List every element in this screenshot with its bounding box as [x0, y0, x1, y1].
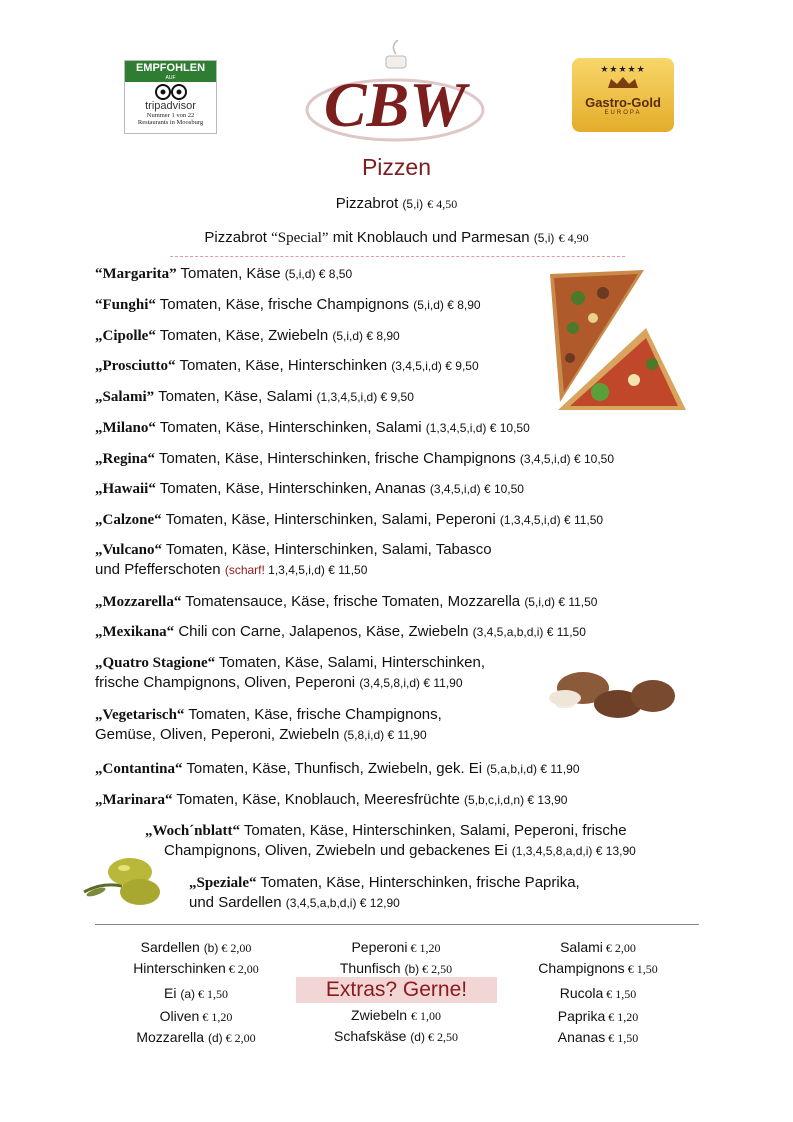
item-codes: (1,3,4,5,8,a,d,i): [511, 844, 593, 858]
item-codes: (5,i,d): [284, 267, 316, 281]
item-name: „Quatro Stagione“: [95, 655, 216, 671]
item-desc: Tomaten, Käse, Thunfisch, Zwiebeln, gek. Ei: [182, 760, 487, 777]
item-price: € 13,90: [524, 793, 568, 807]
item-desc: Tomaten, Käse, Hinterschinken, Salami, Peperoni, frische: [240, 822, 627, 839]
item-codes: (3,4,5,8,i,d): [359, 676, 421, 690]
item-desc: Tomaten, Käse, Hinterschinken, frische Paprika,: [256, 874, 580, 891]
owl-eyes-icon: [151, 84, 191, 100]
badge-top: EMPFOHLEN: [125, 61, 216, 75]
item-desc: Tomaten, Käse, Knoblauch, Meeresfrüchte: [172, 791, 465, 808]
olives-image: [82, 852, 168, 908]
item-price: € 11,50: [555, 595, 598, 609]
menu-item: [95, 479, 524, 499]
bread-desc: mit Knoblauch und Parmesan: [328, 229, 530, 246]
extras-column-2b: [296, 1005, 496, 1047]
item-price: € 9,50: [441, 359, 479, 373]
menu-item-speziale: [189, 873, 580, 913]
item-desc: Tomaten, Käse: [176, 265, 285, 282]
item-codes: (1,3,4,5,i,d): [425, 421, 487, 435]
bread-price: € 4,90: [558, 231, 589, 245]
bread-price: € 4,50: [427, 197, 458, 211]
gastro-name: Gastro-Gold: [585, 95, 661, 110]
page-title: Pizzen: [361, 154, 432, 180]
bread-special: “Special”: [271, 230, 329, 246]
item-price: € 11,50: [543, 625, 586, 639]
menu-item: [95, 387, 414, 407]
extras-column-3: [498, 937, 698, 1048]
crown-icon: [606, 76, 640, 90]
item-price: € 10,50: [570, 452, 614, 466]
item-name: „Mexikana“: [95, 624, 175, 640]
bread-codes: (5,i): [402, 197, 424, 211]
extra-item: Oliven € 1,20: [159, 1008, 233, 1024]
pizza-slice-image: [548, 268, 690, 414]
item-price: € 12,90: [356, 896, 400, 910]
item-price: € 11,50: [560, 513, 604, 527]
item-codes: (1,3,4,5,i,d): [499, 513, 561, 527]
item-price: € 8,90: [443, 298, 481, 312]
item-name: „Prosciutto“: [95, 358, 176, 374]
item-desc: frische Champignons, Oliven, Peperoni: [95, 674, 360, 691]
cbw-logo: [300, 40, 490, 150]
item-name: „Calzone“: [95, 512, 162, 528]
bread-name: Pizzabrot: [204, 229, 267, 246]
item-codes: (1,3,4,5,i,d): [316, 390, 378, 404]
item-desc: Tomaten, Käse, Hinterschinken, Salami: [155, 419, 426, 436]
item-name: „Vegetarisch“: [95, 707, 185, 723]
item-price: € 10,50: [486, 421, 530, 435]
item-desc: und Sardellen: [189, 894, 286, 911]
extra-item: Peperoni € 1,20: [351, 939, 441, 955]
bread-line-2: [0, 229, 793, 247]
extra-item: Sardellen (b) € 2,00: [140, 939, 252, 955]
item-name: „Vulcano“: [95, 542, 162, 558]
item-name: „Regina“: [95, 451, 155, 467]
extra-item: Mozzarella (d) € 2,00: [136, 1029, 256, 1045]
item-codes: (5,i,d): [332, 329, 364, 343]
mushrooms-image: [543, 660, 683, 730]
item-desc: Tomaten, Käse, Hinterschinken: [175, 357, 392, 374]
extra-item: Paprika € 1,20: [557, 1008, 639, 1024]
item-codes: (5,b,c,i,d,n): [464, 793, 525, 807]
item-codes: (3,4,5,i,d): [429, 482, 481, 496]
item-name: „Salami”: [95, 389, 155, 405]
badge-brand: tripadvisor: [145, 100, 196, 112]
menu-item: [95, 449, 614, 469]
gastro-sub: EUROPA: [604, 110, 642, 116]
item-name: „Cipolle“: [95, 328, 156, 344]
item-name: „Marinara“: [95, 792, 173, 808]
bread-codes: (5,i): [533, 231, 555, 245]
extra-item: Thunfisch (b) € 2,50: [339, 960, 453, 976]
item-name: „Mozzarella“: [95, 594, 182, 610]
item-desc: Chili con Carne, Jalapenos, Käse, Zwiebeln: [174, 623, 473, 640]
item-name: „Woch´nblatt“: [145, 823, 241, 839]
item-desc: Tomaten, Käse, Hinterschinken, Salami, Tabasco: [161, 541, 492, 558]
item-codes: (3,4,5,i,d): [391, 359, 442, 373]
extra-item: Hinterschinken € 2,00: [133, 960, 259, 976]
dashed-divider: [170, 256, 625, 257]
item-price: € 11,50: [324, 563, 368, 577]
gastro-gold-badge: [572, 58, 674, 132]
item-desc: Tomaten, Käse, Salami, Hinterschinken,: [215, 654, 486, 671]
extras-label: Extras? Gerne!: [296, 977, 497, 1003]
item-desc: Tomaten, Käse, Zwiebeln: [155, 327, 333, 344]
item-desc: Champignons, Oliven, Zwiebeln und gebackenes Ei: [164, 842, 512, 859]
item-desc: Tomaten, Käse, frische Champignons: [155, 296, 414, 313]
menu-item-quatro: [95, 653, 485, 693]
menu-item: [95, 418, 530, 438]
menu-item: [95, 510, 603, 530]
item-codes: (5,8,i,d): [343, 728, 385, 742]
item-name: “Funghi“: [95, 297, 156, 313]
menu-item-wochnblatt: [145, 821, 636, 861]
item-price: € 11,90: [420, 676, 463, 690]
item-desc: und Pfefferschoten: [95, 561, 225, 578]
item-codes: (5,i,d): [413, 298, 444, 312]
item-codes: 1,3,4,5,i,d): [264, 563, 325, 577]
menu-item: [95, 264, 352, 284]
tripadvisor-badge: [124, 60, 217, 134]
extra-item: Champignons € 1,50: [538, 960, 658, 976]
item-desc: Tomaten, Käse, Hinterschinken, Ananas: [155, 480, 430, 497]
menu-item: [95, 622, 586, 642]
badge-line2: Restaurants in Moosburg: [137, 119, 204, 126]
item-name: „Milano“: [95, 420, 156, 436]
item-price: € 8,50: [315, 267, 353, 281]
item-name: “Margarita”: [95, 266, 177, 282]
item-price: € 9,50: [377, 390, 414, 404]
item-desc: Tomaten, Käse, frische Champignons,: [184, 706, 442, 723]
item-price: € 11,90: [537, 762, 580, 776]
item-name: „Hawaii“: [95, 481, 156, 497]
menu-item-vegetarisch: [95, 705, 442, 745]
item-price: € 13,90: [592, 844, 636, 858]
item-codes: (5,i,d): [524, 595, 555, 609]
extras-column-2: [296, 937, 496, 979]
menu-item: [95, 326, 400, 346]
item-desc: Tomaten, Käse, Hinterschinken, frische Champignons: [155, 450, 520, 467]
item-price: € 10,50: [480, 482, 524, 496]
menu-item: [95, 790, 567, 810]
menu-item: [95, 295, 481, 315]
item-codes: (3,4,5,a,b,d,i): [285, 896, 357, 910]
item-name: „Speziale“: [189, 875, 257, 891]
item-desc: Tomaten, Käse, Hinterschinken, Salami, Peperoni: [161, 511, 500, 528]
item-codes: (3,4,5,i,d): [519, 452, 571, 466]
menu-item: [95, 592, 597, 612]
item-price: € 8,90: [363, 329, 400, 343]
item-price: € 11,90: [384, 728, 427, 742]
badge-auf: AUF: [125, 75, 216, 82]
menu-item: [95, 759, 580, 779]
section-divider: [95, 924, 699, 925]
extra-item: Ei (a) € 1,50: [163, 985, 228, 1001]
bread-name: Pizzabrot: [335, 195, 399, 212]
extra-item: Zwiebeln € 1,00: [351, 1007, 441, 1023]
hot-label: (scharf!: [224, 563, 265, 577]
item-codes: (5,a,b,i,d): [486, 762, 538, 776]
extras-column-1: [96, 937, 296, 1048]
menu-item-vulcano: [95, 540, 492, 580]
extra-item: Schafskäse (d) € 2,50: [334, 1028, 458, 1044]
stars-icon: ★★★★★: [600, 64, 646, 74]
item-codes: (3,4,5,a,b,d,i): [472, 625, 544, 639]
extra-item: Ananas € 1,50: [557, 1029, 639, 1045]
bread-line-1: [0, 195, 793, 212]
menu-item: [95, 356, 479, 376]
badge-line1: Nummer 1 von 22: [146, 112, 195, 119]
logo-text: CBW: [323, 69, 467, 140]
item-desc: Gemüse, Oliven, Peperoni, Zwiebeln: [95, 726, 344, 743]
extra-item: Rucola € 1,50: [559, 985, 637, 1001]
item-name: „Contantina“: [95, 761, 183, 777]
item-desc: Tomatensauce, Käse, frische Tomaten, Mozzarella: [181, 593, 525, 610]
extra-item: Salami € 2,00: [560, 939, 636, 955]
item-desc: Tomaten, Käse, Salami: [154, 388, 317, 405]
